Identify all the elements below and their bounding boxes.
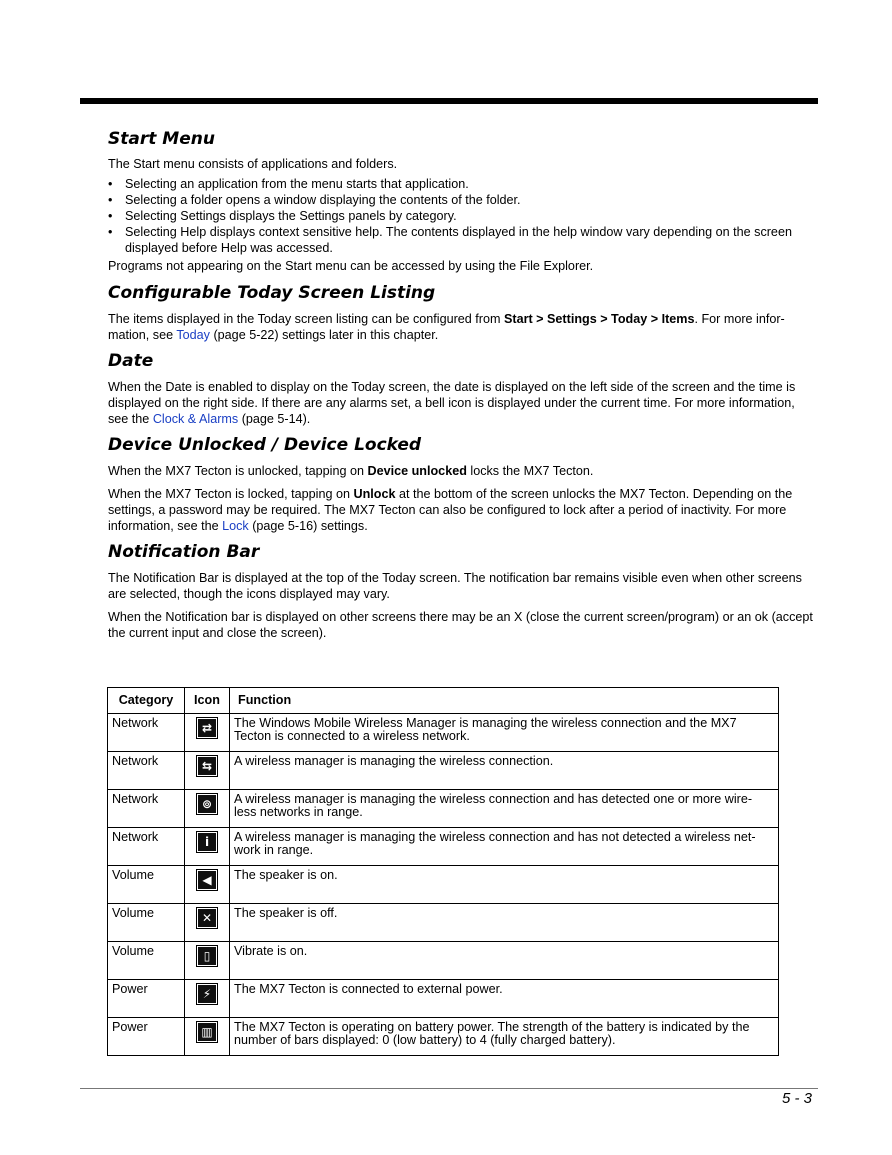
function-cell: The MX7 Tecton is operating on battery power. The strength of the battery is indicated by the number of bars displayed: 0 (low battery) to 4 (fully charged battery). <box>230 1018 779 1056</box>
icon-cell <box>185 904 230 942</box>
start-menu-outro: Programs not appearing on the Start menu can be accessed by using the File Explorer. <box>108 259 594 273</box>
icon-cell <box>185 866 230 904</box>
device-lock-text-1 <box>108 463 814 479</box>
heading-notification-bar: Notification Bar <box>108 542 260 562</box>
column-header-icon: Icon <box>185 688 230 714</box>
today-link[interactable]: Today <box>176 328 210 342</box>
icon-cell <box>185 828 230 866</box>
function-cell: The speaker is on. <box>230 866 779 904</box>
category-cell: Network <box>108 790 185 828</box>
notification-bar-text-2: When the Notification bar is displayed on other screens there may be an X (close the current screen/program) or an ok (accept the current input and close the screen). <box>108 610 813 640</box>
table-row <box>108 714 779 752</box>
lock-link[interactable]: Lock <box>222 519 249 533</box>
category-cell: Volume <box>108 942 185 980</box>
page-content <box>108 128 814 641</box>
column-header-function: Function <box>230 688 779 714</box>
category-cell: Network <box>108 714 185 752</box>
icon-cell <box>185 790 230 828</box>
wireless-manager-connected-icon: ⇄ <box>196 717 218 739</box>
category-cell: Power <box>108 980 185 1018</box>
icon-cell <box>185 752 230 790</box>
wireless-networks-detected-icon: ⊚ <box>196 793 218 815</box>
list-item: • Selecting a folder opens a window displaying the contents of the folder. <box>108 192 814 208</box>
notification-bar-text-1: The Notification Bar is displayed at the top of the Today screen. The notification bar remains visible even when other screens are selected, though the icons displayed may vary. <box>108 571 802 601</box>
list-item: • Selecting an application from the menu starts that application. <box>108 176 814 192</box>
start-menu-bullets <box>108 176 814 256</box>
text-span: . For more infor-mation, see <box>108 312 785 342</box>
external-power-icon: ⚡ <box>196 983 218 1005</box>
function-cell: A wireless manager is managing the wireless connection and has detected one or more wire-less networks in range. <box>230 790 779 828</box>
list-item: • Selecting Settings displays the Settings panels by category. <box>108 208 814 224</box>
speaker-off-icon: ✕ <box>196 907 218 929</box>
table-header-row <box>108 688 779 714</box>
table-row <box>108 790 779 828</box>
today-listing-text <box>108 311 814 343</box>
category-cell: Volume <box>108 904 185 942</box>
settings-path: Start > Settings > Today > Items <box>503 312 695 326</box>
icon-cell <box>185 714 230 752</box>
battery-icon: ▥ <box>196 1021 218 1043</box>
top-rule <box>80 98 818 104</box>
text-span: (page 5-14). <box>238 412 311 426</box>
device-unlocked-term: Device unlocked <box>367 464 467 478</box>
function-cell: Vibrate is on. <box>230 942 779 980</box>
unlock-term: Unlock <box>353 487 396 501</box>
text-span: locks the MX7 Tecton. <box>466 464 594 478</box>
notification-icons-table <box>107 687 779 1056</box>
wireless-info-icon: i <box>196 831 218 853</box>
icon-cell <box>185 942 230 980</box>
page-number: 5 - 3 <box>781 1090 812 1107</box>
text-span: (page 5-22) settings later in this chapter. <box>209 328 439 342</box>
device-lock-text-2 <box>108 486 814 534</box>
clock-alarms-link[interactable]: Clock & Alarms <box>152 412 239 426</box>
table-row <box>108 752 779 790</box>
heading-device-lock: Device Unlocked / Device Locked <box>108 435 422 455</box>
function-cell: The MX7 Tecton is connected to external power. <box>230 980 779 1018</box>
date-text <box>108 379 814 427</box>
list-item: • Selecting Help displays context sensitive help. The contents displayed in the help window vary depending on the screen displayed before Help was accessed. <box>108 224 814 256</box>
bottom-rule <box>80 1088 818 1089</box>
heading-date: Date <box>108 351 154 371</box>
table-row <box>108 980 779 1018</box>
wireless-managing-arrows-icon: ⇆ <box>196 755 218 777</box>
vibrate-icon: ▯ <box>196 945 218 967</box>
text-span: The items displayed in the Today screen listing can be configured from <box>108 312 504 326</box>
icon-cell <box>185 980 230 1018</box>
text-span: (page 5-16) settings. <box>248 519 368 533</box>
table-row <box>108 866 779 904</box>
icon-cell <box>185 1018 230 1056</box>
speaker-on-icon: ◀ <box>196 869 218 891</box>
text-span: When the MX7 Tecton is unlocked, tapping on <box>108 464 368 478</box>
category-cell: Network <box>108 752 185 790</box>
function-cell: A wireless manager is managing the wireless connection. <box>230 752 779 790</box>
text-span: When the MX7 Tecton is locked, tapping on <box>108 487 354 501</box>
category-cell: Network <box>108 828 185 866</box>
function-cell: The speaker is off. <box>230 904 779 942</box>
category-cell: Power <box>108 1018 185 1056</box>
table-row <box>108 904 779 942</box>
function-cell: The Windows Mobile Wireless Manager is managing the wireless connection and the MX7 Tecton is connected to a wireless network. <box>230 714 779 752</box>
function-cell: A wireless manager is managing the wireless connection and has not detected a wireless net-work in range. <box>230 828 779 866</box>
heading-start-menu: Start Menu <box>108 129 215 149</box>
category-cell: Volume <box>108 866 185 904</box>
text-span: at the bottom of the screen unlocks the MX7 Tecton. Depending on the settings, a password may be required. The MX7 Tecton can also be configured to lock after a period of inactivity. For more information, see the <box>108 487 793 533</box>
column-header-category: Category <box>108 688 185 714</box>
table-row <box>108 1018 779 1056</box>
start-menu-intro: The Start menu consists of applications and folders. <box>108 157 398 171</box>
heading-today-listing: Configurable Today Screen Listing <box>108 283 436 303</box>
table-row <box>108 942 779 980</box>
text-span: When the Date is enabled to display on the Today screen, the date is displayed on the left side of the screen and the time is displayed on the right side. If there are any alarms set, a bell icon is displayed under the current time. For more information, see the <box>108 380 796 426</box>
table-row <box>108 828 779 866</box>
